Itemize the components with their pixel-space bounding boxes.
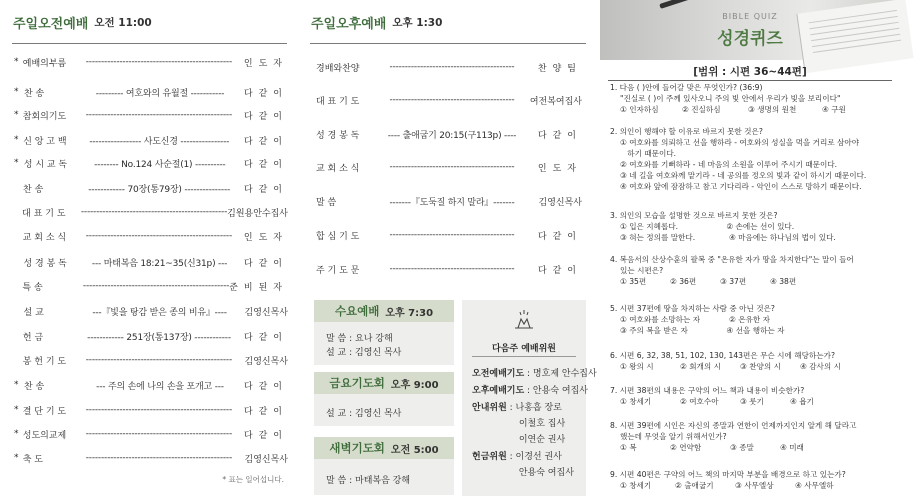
standing-mark: *	[14, 135, 19, 145]
committee-row	[472, 449, 562, 462]
answer-option: ② 연약함	[670, 443, 702, 452]
order-item-name: 대 표 기 도	[316, 96, 360, 107]
order-item-detail: ---- 출애굽기 20:15(구113p) ----	[387, 130, 517, 141]
wednesday-title-bar	[314, 300, 454, 322]
order-item-name: 성 경 봉 독	[23, 258, 67, 269]
order-item-leader: 다같이	[243, 159, 288, 170]
committee-role: 안내위원	[472, 403, 507, 413]
friday-title: 금요기도회	[329, 376, 385, 390]
question-text: 3. 의인의 모습을 설명한 것으로 바르지 못한 것은?	[610, 211, 778, 220]
standing-mark: *	[14, 110, 19, 120]
question-text: 8. 시편 39편에 시인은 자신의 종말과 연한이 언제까지인지 알게 해 달라고	[610, 421, 857, 430]
quiz-question	[610, 469, 896, 491]
committee-names: 안용숙 여집사	[516, 468, 574, 478]
dawn-line: 말 씀 : 마태복음 강해	[326, 476, 411, 486]
order-item-leader: 다같이	[537, 265, 582, 276]
order-row	[14, 278, 288, 294]
answer-option: ② 진실하심	[682, 105, 721, 114]
quiz-banner-subtitle: BIBLE QUIZ	[722, 12, 778, 21]
standing-mark: *	[14, 429, 19, 439]
order-row	[14, 54, 288, 70]
order-row	[14, 155, 288, 171]
wednesday-line: 말 씀 : 요나 강해	[326, 334, 393, 344]
morning-header	[0, 0, 292, 44]
order-item-name: 참회의기도	[22, 111, 67, 122]
order-item-leader: 다같이	[243, 406, 289, 417]
order-row	[14, 402, 288, 418]
order-item-name: 축 도	[22, 454, 43, 465]
order-item-leader: 다같이	[537, 130, 582, 141]
hands-praying-icon	[512, 308, 536, 330]
order-row	[14, 377, 288, 393]
order-item-leader: 다같이	[243, 136, 288, 147]
answer-option: ① 창세기	[620, 481, 652, 490]
wednesday-box	[314, 300, 454, 365]
order-item-name: 찬 송	[24, 381, 45, 392]
standing-mark: *	[14, 57, 19, 67]
order-row	[316, 58, 582, 76]
wednesday-line: 설 교 : 김영신 목사	[326, 348, 402, 358]
quiz-question	[610, 210, 896, 243]
order-item-detail: -----------------------------------------	[389, 230, 515, 240]
answer-option: ② 여호와를 기뻐하라 - 네 마음의 소원을 이루어 주시기 때문이다.	[620, 160, 838, 169]
answer-option: ③ 룻기	[740, 397, 764, 406]
answer-options	[610, 361, 896, 372]
divider	[608, 80, 892, 81]
order-item-name: 합 심 기 도	[316, 231, 360, 242]
next-week-committee	[462, 300, 597, 496]
standing-mark: *	[14, 158, 19, 168]
answer-option: ① 35편	[620, 277, 647, 286]
dawn-time: 오전 5:00	[390, 444, 439, 456]
committee-names: 이철호 집사	[516, 419, 566, 429]
quiz-question	[610, 82, 896, 115]
answer-options	[610, 480, 896, 491]
committee-row	[472, 465, 574, 478]
answer-option: ① 복	[620, 443, 637, 452]
committee-names: 이연순 권사	[516, 435, 566, 445]
order-item-name: 찬 송	[23, 184, 44, 195]
committee-role: 헌금위원	[472, 452, 507, 462]
committee-names: : 나홍흡 장로	[506, 403, 562, 413]
order-item-name: 예배의부름	[22, 58, 67, 69]
order-item-detail: -----------------------------------------	[389, 95, 515, 105]
answer-option: ② 36편	[670, 277, 697, 286]
order-item-detail: ------------------------------------------------	[80, 207, 228, 217]
quiz-banner-title: 성경퀴즈	[717, 29, 783, 49]
friday-title-bar	[314, 372, 454, 394]
order-row	[316, 260, 582, 278]
order-item-leader: 김영신목사	[538, 197, 582, 208]
afternoon-title: 주일오후예배	[311, 16, 387, 32]
answer-option: ③ 찬양의 시	[740, 362, 781, 371]
answer-option: ③ 주의 복을 받은 자 ④ 선을 행하는 자	[620, 326, 785, 335]
answer-option: ③ 생명의 원천	[748, 105, 797, 114]
order-row	[316, 91, 582, 109]
standing-mark: *	[14, 405, 19, 415]
order-item-name: 주 기 도 문	[316, 265, 360, 276]
order-item-name: 설 교	[23, 307, 44, 318]
order-item-detail: ------------ 70장(통79장) ---------------	[88, 184, 231, 195]
order-item-name: 성도의교제	[22, 430, 67, 441]
order-item-leader: 준비된자	[229, 282, 288, 293]
order-item-leader: 김영신목사	[244, 307, 288, 318]
friday-time: 오후 9:00	[390, 379, 439, 391]
answer-options	[610, 442, 896, 453]
order-row	[14, 450, 288, 466]
answer-option: ① 창세기	[620, 397, 652, 406]
standing-mark: *	[14, 380, 19, 390]
answer-option: ③ 종말	[730, 443, 754, 452]
standing-mark: *	[14, 87, 19, 97]
dawn-title-bar	[314, 437, 454, 459]
committee-names: : 이경선 권사	[506, 452, 562, 462]
answer-option: ③ 사무엘상	[735, 481, 774, 490]
answer-option: ② 회개의 시	[680, 362, 721, 371]
answer-option: ④ 여호와 앞에 잠잠하고 참고 기다리라 - 악인이 스스로 망하기 때문이다.	[620, 182, 862, 191]
question-text: 9. 시편 40편은 구약의 어느 책의 마지막 부분을 배경으로 하고 있는가?	[610, 470, 846, 479]
order-item-name: 찬 송	[23, 88, 45, 99]
afternoon-header	[300, 0, 590, 44]
committee-row	[472, 366, 597, 379]
order-item-leader: 다같이	[537, 231, 582, 242]
order-item-leader: 다같이	[243, 332, 288, 343]
quiz-question	[610, 254, 896, 287]
order-row	[14, 107, 288, 123]
committee-names: : 안용숙 여집사	[524, 386, 588, 396]
order-item-leader: 다같이	[243, 381, 288, 392]
order-item-name: 경배와찬양	[316, 63, 360, 74]
order-row	[14, 204, 288, 220]
answer-option: 하기 때문이다.	[620, 149, 677, 158]
committee-row	[472, 400, 562, 413]
question-text: 있는 시편은?	[620, 266, 664, 275]
order-row	[316, 226, 582, 244]
committee-row	[472, 416, 565, 429]
committee-role: 오전예배기도	[472, 369, 525, 379]
divider	[12, 43, 287, 44]
order-item-leader: 다같이	[243, 111, 289, 122]
answer-option: ④ 38편	[770, 277, 797, 286]
order-row	[316, 158, 582, 176]
question-text: 2. 의인이 행해야 할 이유로 바르지 못한 것은?	[610, 127, 763, 136]
answer-option: ④ 욥기	[790, 397, 814, 406]
quiz-question	[610, 126, 896, 192]
order-row	[14, 180, 288, 196]
pen-decoration	[659, 0, 746, 9]
order-row	[14, 228, 288, 244]
order-item-detail: -------『도둑질 하지 말라』-------	[389, 197, 515, 208]
order-item-detail: --------- 여호와의 유월절 -----------	[95, 88, 225, 99]
answer-option: ① 여호와를 의뢰하고 선을 행하라 - 여호와의 성실을 먹을 거리로 삼아야	[620, 138, 860, 147]
committee-names: : 명호제 안수집사	[524, 369, 597, 379]
morning-title: 주일오전예배	[13, 16, 89, 32]
order-item-leader: 김영신목사	[244, 356, 289, 367]
friday-box	[314, 372, 454, 426]
order-item-detail: ------------------------------------------------	[85, 110, 233, 120]
question-text: 5. 시편 37편에 땅을 차지하는 사람 중 아닌 것은?	[610, 304, 775, 313]
order-item-detail: ------------------------------------------------	[85, 405, 233, 415]
question-text: 6. 시편 6, 32, 38, 51, 102, 130, 143편은 무슨 시에 해당하는가?	[610, 351, 835, 360]
dawn-title: 새벽기도회	[329, 441, 385, 455]
order-item-leader: 김원용안수집사	[227, 208, 288, 219]
order-item-detail: --- 마태복음 18:21~35(신31p) ---	[91, 258, 228, 269]
question-text: "진실로 ( )이 주께 있사오니 주의 빛 안에서 우리가 빛을 보리이다"	[620, 94, 841, 103]
order-row	[316, 192, 582, 210]
wednesday-time: 오후 7:30	[385, 307, 434, 319]
question-text: 1. 다음 ( )안에 들어갈 맞은 무엇인가? (36:9)	[610, 83, 763, 92]
order-item-name: 성 시 교 독	[23, 159, 68, 170]
answer-option: ② 여호수아	[680, 397, 719, 406]
question-text: 했는데 무엇을 알기 위해서인가?	[620, 432, 727, 441]
order-item-leader: 찬양팀	[537, 63, 582, 74]
answer-option: ① 입은 지혜롭다. ② 손에는 선이 있다.	[620, 222, 795, 231]
order-item-leader: 다같이	[243, 88, 288, 99]
order-item-leader: 다같이	[243, 430, 289, 441]
morning-service-section	[0, 0, 292, 504]
order-item-name: 신 앙 고 백	[23, 136, 67, 147]
order-item-leader: 여전복여집사	[529, 96, 582, 107]
standing-note: * 표는 일어섭니다.	[222, 475, 284, 484]
order-item-leader: 인도자	[243, 58, 289, 69]
quiz-question	[610, 385, 896, 407]
bible-quiz-section	[600, 0, 900, 504]
order-item-detail: -----------------------------------------	[389, 162, 515, 172]
order-item-detail: -------- No.124 사순절(1) ----------	[94, 159, 226, 170]
order-item-detail: ------------------------------------------------	[82, 281, 230, 291]
answer-option: ④ 사무엘하	[795, 481, 834, 490]
order-item-detail: --- 주의 손에 나의 손을 포개고 ---	[96, 381, 224, 392]
order-row	[14, 254, 288, 270]
order-row	[14, 352, 288, 368]
order-item-leader: 김영신목사	[244, 454, 289, 465]
order-row	[14, 132, 288, 148]
order-item-name: 말 씀	[316, 197, 337, 208]
order-row	[316, 125, 582, 143]
order-row	[14, 426, 288, 442]
answer-option: ① 여호와를 소망하는 자 ② 온유한 자	[620, 315, 771, 324]
answer-option: ④ 구원	[822, 105, 846, 114]
order-item-detail: ------------------------------------------------	[85, 231, 233, 241]
answer-option: ① 인자하심	[620, 105, 659, 114]
order-item-detail: ----------------- 사도신경 ----------------	[89, 136, 230, 147]
answer-option: ① 왕의 시	[620, 362, 654, 371]
committee-row	[472, 432, 565, 445]
order-item-name: 봉 헌 기 도	[22, 356, 67, 367]
order-row	[14, 328, 288, 344]
order-row	[14, 303, 288, 319]
answer-option: ③ 네 길을 여호와께 맡기라 - 네 공의를 정오의 빛과 같이 하시기 때문이다.	[620, 171, 867, 180]
morning-time: 오전 11:00	[94, 16, 152, 29]
committee-role: 오후예배기도	[472, 386, 525, 396]
quiz-question	[610, 303, 896, 336]
order-row	[14, 84, 288, 100]
committee-title: 다음주 예배위원	[492, 344, 556, 354]
order-item-name: 특 송	[22, 282, 43, 293]
order-item-name: 성 경 봉 독	[316, 130, 360, 141]
afternoon-time: 오후 1:30	[392, 16, 443, 29]
divider	[310, 43, 586, 44]
quiz-question	[610, 420, 896, 453]
order-item-detail: ------------------------------------------------	[85, 355, 233, 365]
friday-line: 설 교 : 김영신 목사	[326, 409, 402, 419]
order-item-leader: 다같이	[243, 184, 288, 195]
order-item-leader: 인도자	[243, 232, 289, 243]
standing-mark: *	[14, 453, 19, 463]
answer-options	[610, 396, 896, 407]
order-item-name: 교 회 소 식	[22, 232, 67, 243]
order-item-detail: ---『빛을 탕감 받은 종의 비유』----	[92, 307, 227, 318]
answer-options	[610, 104, 896, 115]
order-item-name: 헌 금	[22, 332, 44, 343]
order-item-detail: ------------------------------------------------	[85, 57, 233, 67]
order-item-detail: ------------ 251장(통137장) ------------	[87, 332, 231, 343]
order-item-name: 교 회 소 식	[316, 163, 360, 174]
answer-option: ② 출애굽기	[675, 481, 714, 490]
order-item-detail: -----------------------------------------	[389, 62, 515, 72]
answer-option: ④ 미래	[780, 443, 804, 452]
order-item-detail: ------------------------------------------------	[85, 429, 233, 439]
order-item-detail: -----------------------------------------	[389, 264, 515, 274]
order-item-name: 결 단 기 도	[22, 406, 67, 417]
order-item-leader: 인도자	[537, 163, 582, 174]
answer-option: ④ 감사의 시	[800, 362, 841, 371]
question-text: 4. 복음서의 산상수훈의 팔복 중 "온유한 자가 땅을 차지한다"는 말이 들어	[610, 255, 854, 264]
answer-option: ③ 혀는 정의를 말한다. ④ 마음에는 하나님의 법이 있다.	[620, 233, 836, 242]
dawn-box	[314, 437, 454, 495]
committee-divider	[472, 356, 576, 357]
quiz-range: [범위 : 시편 36~44편]	[693, 66, 807, 78]
question-text: 7. 시편 38편의 내용은 구약의 어느 책과 내용이 비슷한가?	[610, 386, 805, 395]
quiz-banner	[600, 0, 900, 60]
answer-option: ③ 37편	[720, 277, 747, 286]
order-item-name: 대 표 기 도	[22, 208, 66, 219]
order-item-detail: ------------------------------------------------	[85, 453, 233, 463]
answer-options	[610, 276, 896, 287]
committee-row	[472, 383, 588, 396]
wednesday-title: 수요예배	[334, 304, 380, 318]
quiz-question	[610, 350, 896, 372]
order-item-leader: 다같이	[243, 258, 288, 269]
